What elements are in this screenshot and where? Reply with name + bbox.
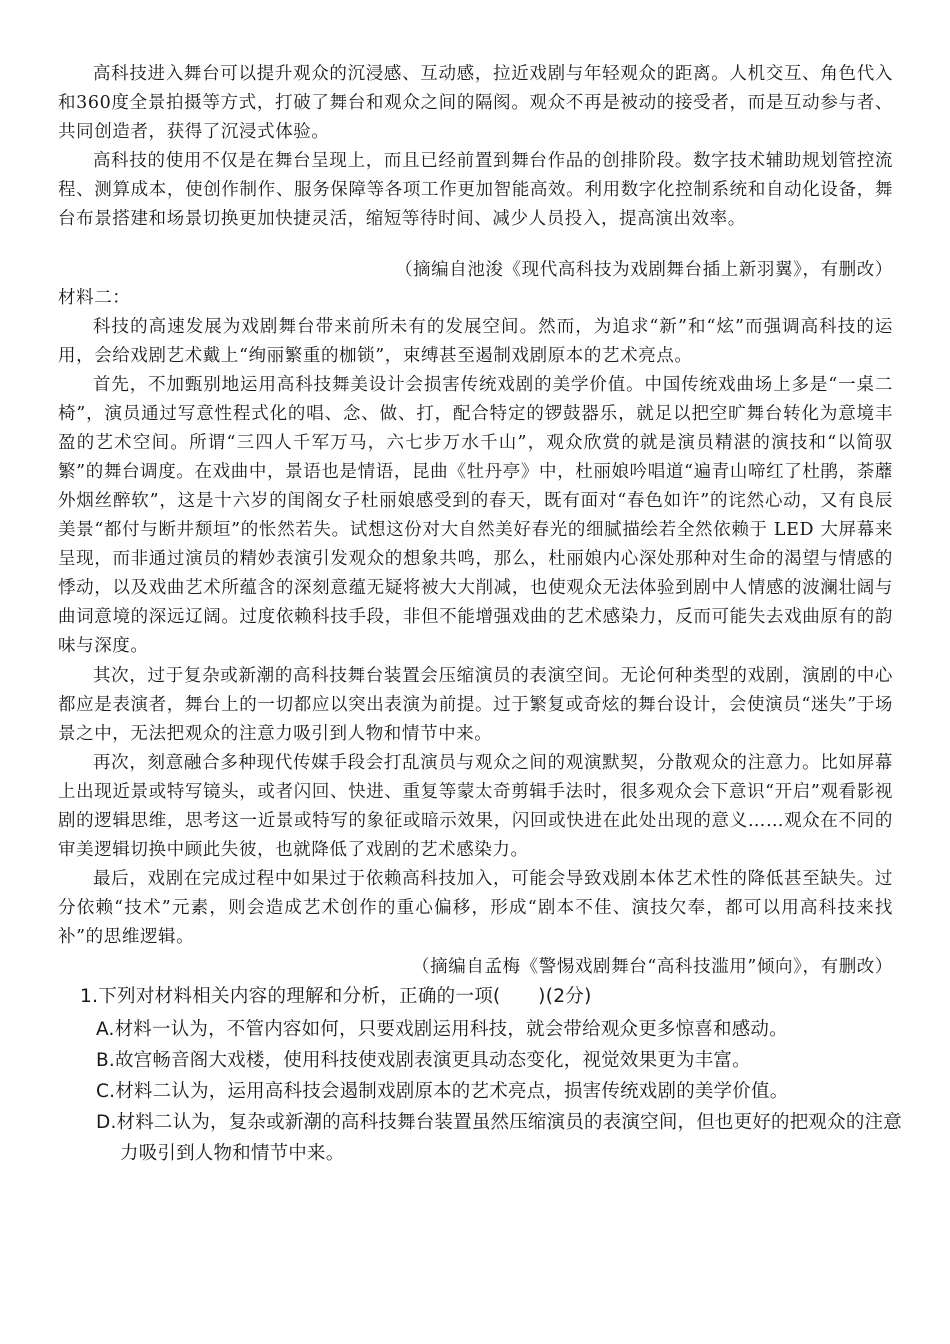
material-two-paragraph-3: 其次，过于复杂或新潮的高科技舞台装置会压缩演员的表演空间。无论何种类型的戏剧，演剧的中心都应是表演者，舞台上的一切都应以突出表演为前提。过于繁复或奇炫的舞台设计，会使演员“迷失”于场景之中，无法把观众的注意力吸引到人物和情节中来。	[58, 666, 893, 744]
option-b: B.故宫畅音阁大戏楼，使用科技使戏剧表演更具动态变化，视觉效果更为丰富。	[96, 1050, 751, 1071]
option-c: C.材料二认为，运用高科技会遏制戏剧原本的艺术亮点，损害传统戏剧的美学价值。	[96, 1081, 789, 1102]
material-two-paragraph-4: 再次，刻意融合多种现代传媒手段会打乱演员与观众之间的观演默契，分散观众的注意力。比如屏幕上出现近景或特写镜头，或者闪回、快进、重复等蒙太奇剪辑手法时，很多观众会下意识“开启”观看影视剧的逻辑思维，思考这一近景或特写的象征或暗示效果，闪回或快进在此处出现的意义……观众在不同的审美逻辑切换中顾此失彼，也就降低了戏剧的艺术感染力。	[58, 753, 893, 860]
material-two-paragraph-5: 最后，戏剧在完成过程中如果过于依赖高科技加入，可能会导致戏剧本体艺术性的降低甚至缺失。过分依赖“技术”元素，则会造成艺术创作的重心偏移，形成“剧本不佳、演技欠奉，都可以用高科技来找补”的思维逻辑。	[58, 869, 893, 947]
material-one-paragraph-1: 高科技进入舞台可以提升观众的沉浸感、互动感，拉近戏剧与年轻观众的距离。人机交互、角色代入和360度全景拍摄等方式，打破了舞台和观众之间的隔阂。观众不再是被动的接受者，而是互动参与者、共同创造者，获得了沉浸式体验。	[58, 64, 893, 142]
option-a: A.材料一认为，不管内容如何，只要戏剧运用科技，就会带给观众更多惊喜和感动。	[96, 1019, 788, 1040]
material-two-paragraph-2: 首先，不加甄别地运用高科技舞美设计会损害传统戏剧的美学价值。中国传统戏曲场上多是“一桌二椅”，演员通过写意性程式化的唱、念、做、打，配合特定的锣鼓器乐，就足以把空旷舞台转化为意境丰盈的艺术空间。所谓“三四人千军万马，六七步万水千山”，观众欣赏的就是演员精湛的演技和“以简驭繁”的舞台调度。在戏曲中，景语也是情语，昆曲《牡丹亭》中，杜丽娘吟唱道“遍青山啼红了杜鹃，荼蘼外烟丝醉软”，这是十六岁的闺阁女子杜丽娘感受到的春天，既有面对“春色如许”的诧然心动，又有良辰美景“都付与断井颓垣”的怅然若失。试想这份对大自然美好春光的细腻描绘若全然依赖于 LED 大屏幕来呈现，而非通过演员的精妙表演引发观众的想象共鸣，那么，杜丽娘内心深处那种对生命的渴望与情感的悸动，以及戏曲艺术所蕴含的深刻意蕴无疑将被大大削减，也使观众无法体验到剧中人情感的波澜壮阔与曲词意境的深远辽阔。过度依赖科技手段，非但不能增强戏曲的艺术感染力，反而可能失去戏曲原有的韵味与深度。	[58, 375, 893, 656]
question-stem: 1.下列对材料相关内容的理解和分析，正确的一项( )(2分)	[80, 986, 592, 1007]
material-one-source: （摘编自池浚《现代高科技为戏剧舞台插上新羽翼》，有删改）	[394, 260, 893, 280]
material-two-source: （摘编自孟梅《警惕戏剧舞台“高科技滥用”倾向》，有删改）	[412, 957, 893, 977]
option-d: D.材料二认为，复杂或新潮的高科技舞台装置虽然压缩演员的表演空间，但也更好的把观众的注意力吸引到人物和情节中来。	[96, 1112, 902, 1164]
material-one-paragraph-2: 高科技的使用不仅是在舞台呈现上，而且已经前置到舞台作品的创排阶段。数字技术辅助规划管控流程、测算成本，使创作制作、服务保障等各项工作更加智能高效。利用数字化控制系统和自动化设备，舞台布景搭建和场景切换更加快捷灵活，缩短等待时间、减少人员投入，提高演出效率。	[58, 151, 893, 229]
material-two-paragraph-1: 科技的高速发展为戏剧舞台带来前所未有的发展空间。然而，为追求“新”和“炫”而强调高科技的运用，会给戏剧艺术戴上“绚丽繁重的枷锁”，束缚甚至遏制戏剧原本的艺术亮点。	[58, 317, 893, 366]
material-two-label: 材料二：	[58, 288, 131, 308]
